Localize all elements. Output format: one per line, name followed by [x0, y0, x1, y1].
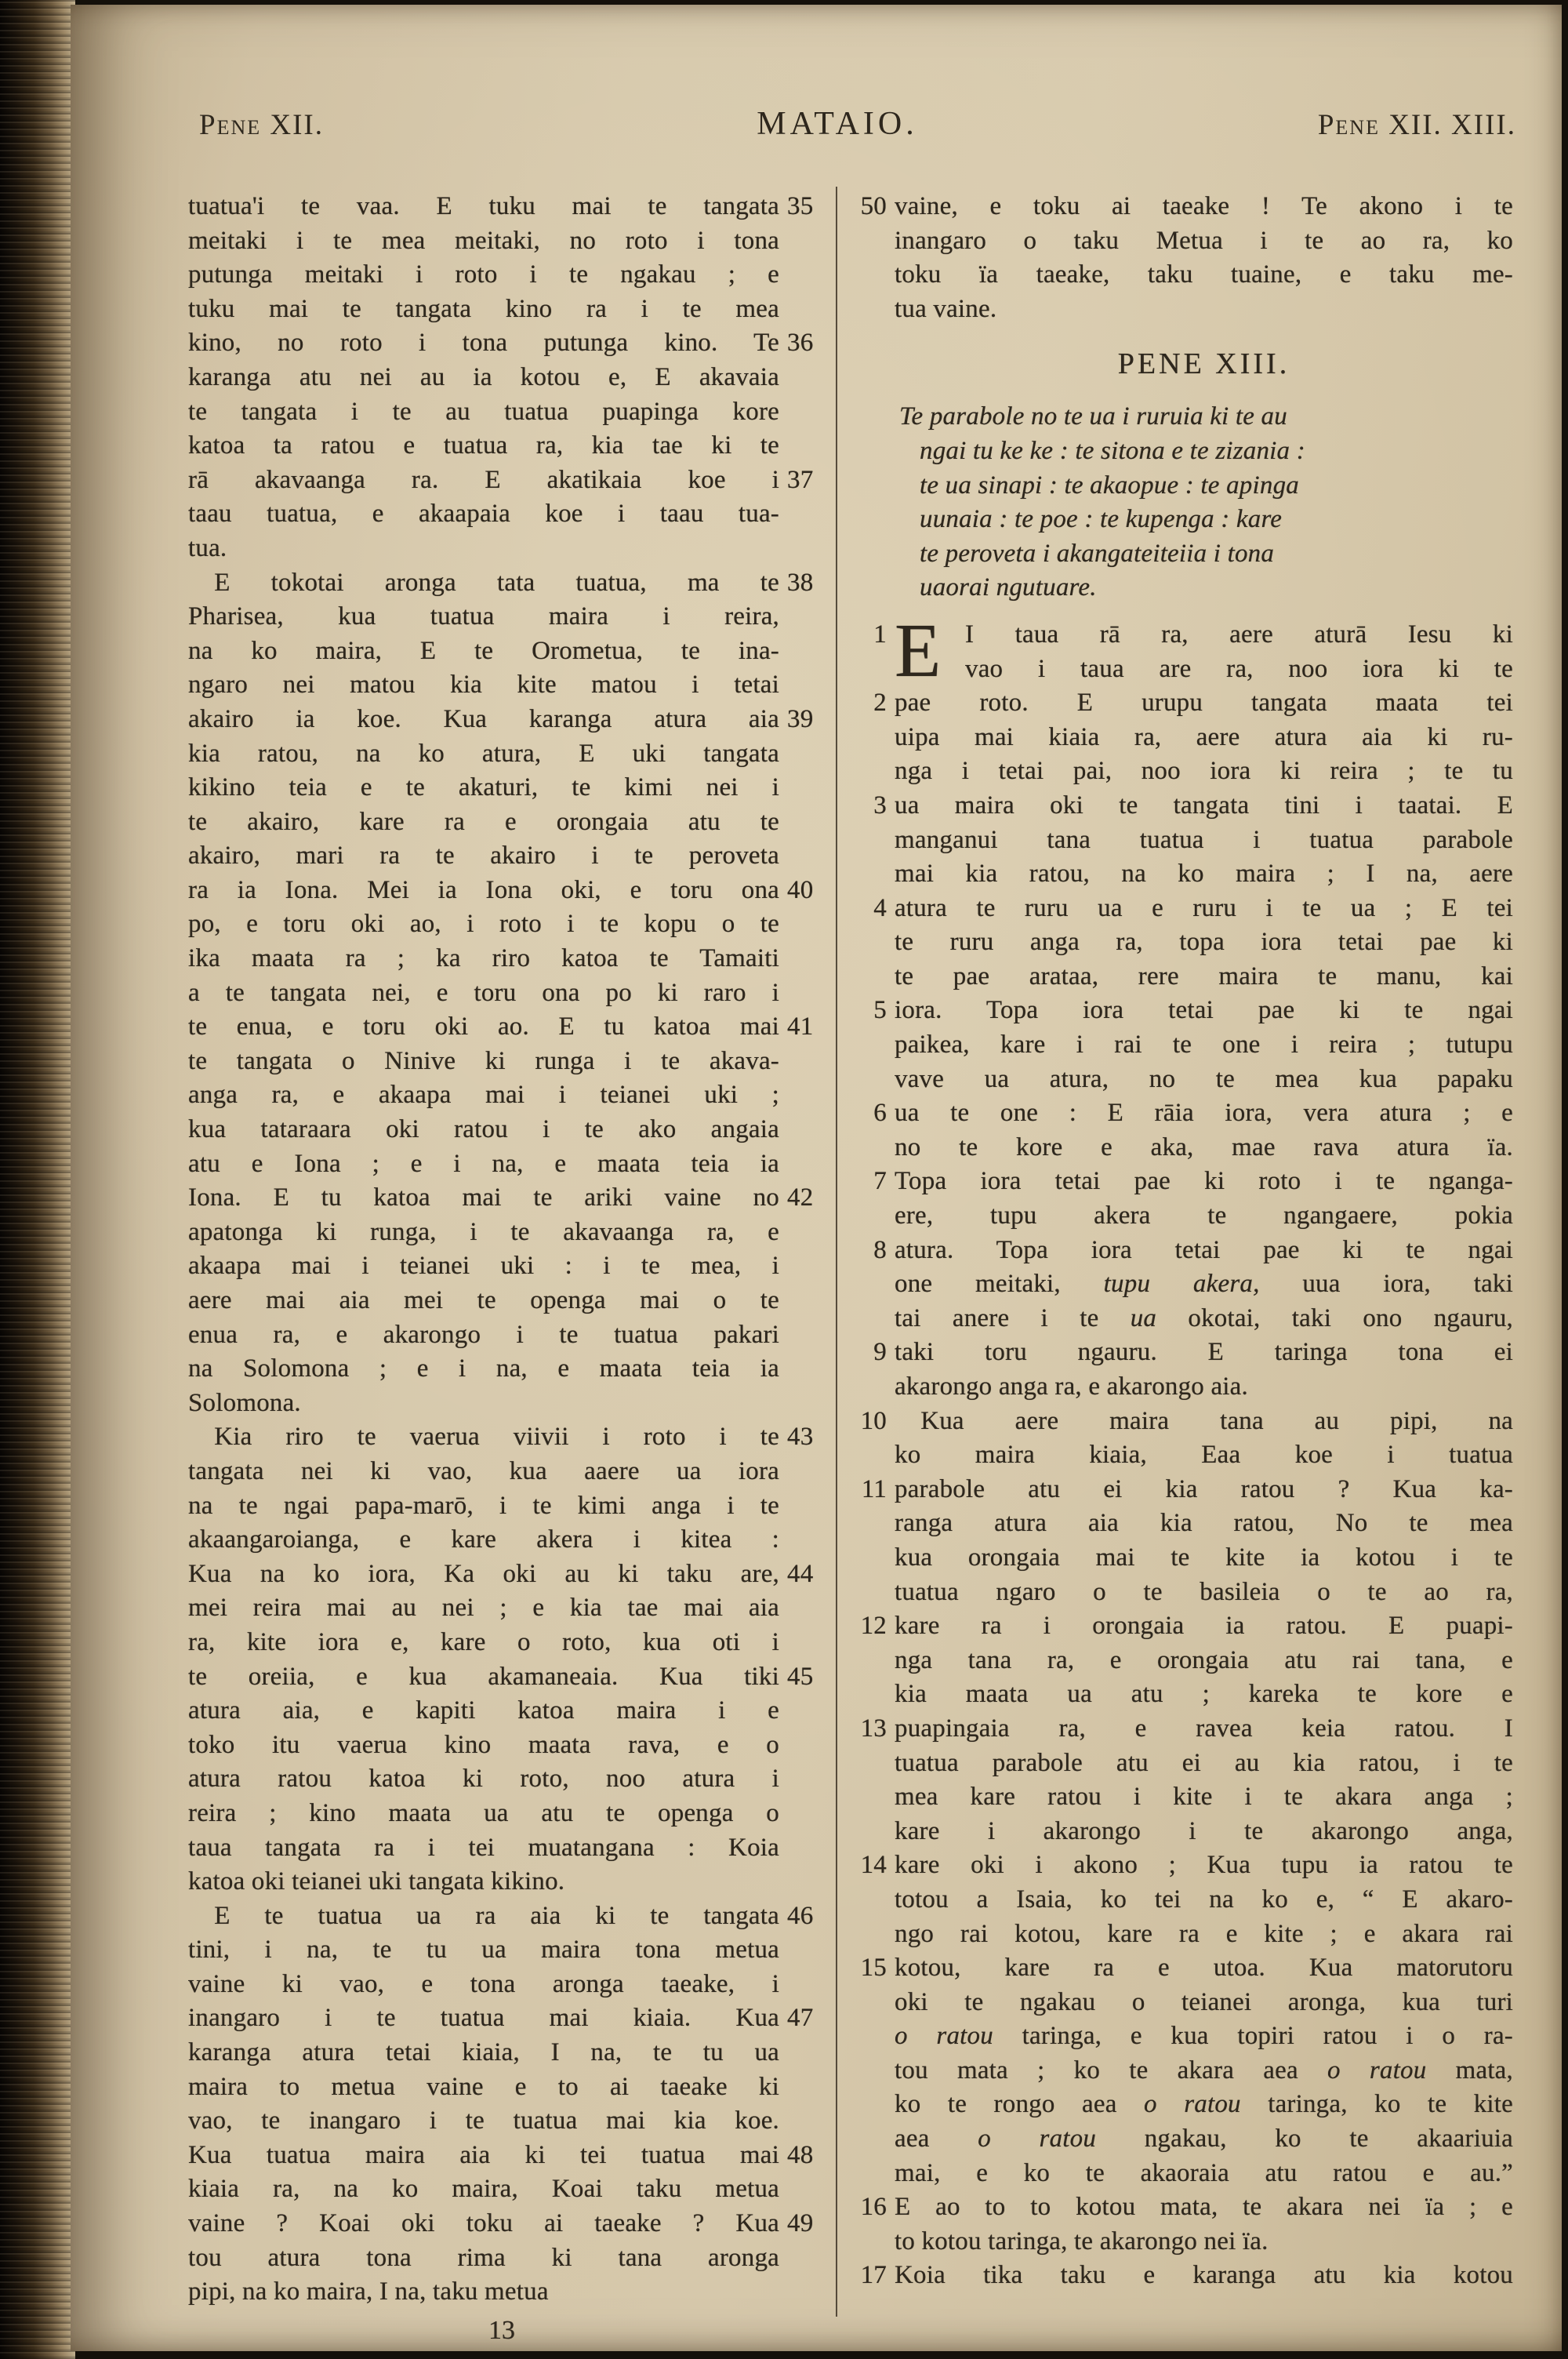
text-line — [188, 190, 815, 224]
page-number: 13 — [488, 2316, 515, 2345]
text-line — [188, 1181, 815, 1216]
text-line — [851, 1096, 1513, 1131]
verse-text: putunga meitaki i roto i te ngakau ; e — [188, 260, 779, 289]
verse-number: 6 — [873, 1099, 887, 1128]
verse-number: 15 — [860, 1954, 887, 1983]
verse-text: vao i taua are ra, noo iora ki te — [965, 654, 1513, 683]
verse-text: kiaia ra, na ko maira, Koai taku metua — [188, 2175, 779, 2204]
verse-text: ko te rongo aea o ratou taringa, ko te kite — [895, 2090, 1513, 2119]
text-line — [188, 1558, 815, 1592]
text-line — [188, 1728, 815, 1763]
verse-text: apatonga ki runga, i te akavaanga ra, e — [188, 1217, 779, 1246]
verse-text: Te parabole no te ua i ruruia ki te au — [899, 402, 1287, 431]
text-line — [851, 2157, 1513, 2191]
text-line — [188, 805, 815, 840]
text-line — [851, 1951, 1513, 1986]
verse-number: 43 — [787, 1423, 814, 1452]
verse-text: uipa mai kiaia ra, aere atura aia ki ru- — [895, 722, 1513, 751]
text-line — [188, 634, 815, 669]
verse-number: 45 — [787, 1662, 814, 1691]
text-line — [851, 618, 1513, 652]
text-line — [851, 857, 1513, 892]
text-line — [188, 2275, 815, 2310]
verse-text: ko maira kiaia, Eaa koe i tuatua — [895, 1441, 1513, 1470]
verse-text: pipi, na ko maira, I na, taku metua — [188, 2277, 549, 2306]
text-line — [851, 1473, 1513, 1507]
verse-text: inangaro i te tuatua mai kiaia. Kua — [188, 2004, 779, 2033]
text-line — [188, 293, 815, 327]
text-line — [188, 361, 815, 395]
verse-number: 17 — [860, 2261, 887, 2290]
text-line — [188, 1147, 815, 1182]
text-line — [188, 1216, 815, 1250]
verse-text: ra ia Iona. Mei ia Iona oki, e toru ona — [188, 875, 779, 904]
verse-text: kotou, kare ra e utoa. Kua matorutoru — [895, 1954, 1513, 1983]
text-line — [851, 754, 1513, 789]
text-line — [851, 1986, 1513, 2020]
text-line — [188, 2172, 815, 2207]
verse-text: atura. Topa iora tetai pae ki te ngai — [895, 1235, 1513, 1264]
verse-text: paikea, kare i rai te one i reira ; tutupu — [895, 1030, 1513, 1060]
verse-text: kare oki i akono ; Kua tupu ia ratou te — [895, 1851, 1513, 1880]
drop-cap: E — [895, 608, 942, 692]
verse-number: 5 — [873, 996, 887, 1025]
verse-text: tuatua'i te vaa. E tuku mai te tangata — [188, 192, 779, 220]
verse-text: to kotou taringa, te akarongo nei ïa. — [895, 2226, 1269, 2255]
verse-text: manganui tana tuatua i tuatua parabole — [895, 825, 1513, 854]
verse-number: 12 — [860, 1612, 887, 1641]
text-line — [851, 1131, 1513, 1165]
verse-text: E te tuatua ua ra aia ki te tangata — [188, 1901, 779, 1930]
text-line — [188, 874, 815, 908]
verse-text: parabole atu ei kia ratou ? Kua ka- — [895, 1474, 1513, 1503]
verse-text: taua tangata ra i tei muatangana : Koia — [188, 1833, 779, 1862]
verse-text: totou a Isaia, ko tei na ko e, “ E akaro- — [895, 1885, 1513, 1914]
text-line — [188, 2070, 815, 2105]
verse-text: a te tangata nei, e toru ona po ki raro i — [188, 978, 779, 1007]
text-line — [188, 1078, 815, 1113]
verse-text: atura aia, e kapiti katoa maira i e — [188, 1696, 779, 1725]
verse-text: tai anere i te ua okotai, taki ono ngauru, — [895, 1303, 1513, 1332]
text-line — [188, 1045, 815, 1079]
verse-text: inangaro o taku Metua i te ao ra, ko — [895, 226, 1513, 255]
text-line — [188, 703, 815, 737]
verse-text: vaine ? Koai oki toku ai taeake ? Kua — [188, 2209, 779, 2238]
text-line — [851, 469, 1513, 503]
text-line — [851, 1609, 1513, 1644]
text-line — [851, 571, 1513, 605]
text-line — [851, 1780, 1513, 1815]
verse-text: oki te ngakau o teianei aronga, kua turi — [895, 1987, 1513, 2016]
text-line — [188, 1865, 815, 1899]
text-line — [851, 1063, 1513, 1097]
verse-text: ua maira oki te tangata tini i taatai. E — [895, 791, 1513, 820]
column-divider — [836, 187, 837, 2317]
running-header-left: Pene XII. — [199, 109, 324, 141]
verse-text: Topa iora tetai pae ki roto i te nganga- — [895, 1167, 1513, 1196]
verse-text: maira to metua vaine e to ai taeake ki — [188, 2072, 779, 2101]
text-line — [851, 1507, 1513, 1541]
verse-text: nga tana ra, e orongaia atu rai tana, e — [895, 1645, 1513, 1674]
text-line — [851, 503, 1513, 537]
verse-text: te pae arataa, rere maira te manu, kai — [895, 961, 1513, 990]
text-line — [851, 224, 1513, 259]
text-line — [188, 429, 815, 463]
text-line — [188, 258, 815, 293]
text-line — [188, 1010, 815, 1045]
text-line — [188, 1420, 815, 1455]
verse-text: ranga atura aia kia ratou, No te mea — [895, 1509, 1513, 1538]
text-line — [851, 1370, 1513, 1405]
text-line — [851, 2054, 1513, 2088]
text-line — [188, 1762, 815, 1797]
verse-text: Kua tuatua maira aia ki tei tuatua mai — [188, 2140, 779, 2169]
verse-text: atu e Iona ; e i na, e maata teia ia — [188, 1149, 779, 1178]
verse-number: 36 — [787, 329, 814, 358]
verse-text: te tangata i te au tuatua puapinga kore — [188, 397, 779, 426]
verse-text: vaine, e toku ai taeake ! Te akono i te — [895, 192, 1513, 220]
verse-text: o ratou taringa, e kua topiri ratou i o ra- — [895, 2022, 1513, 2051]
verse-text: ere, tupu akera te ngangaere, pokia — [895, 1201, 1513, 1230]
verse-text: taau tuatua, e akaapaia koe i taau tua- — [188, 500, 779, 529]
verse-number: 11 — [861, 1474, 887, 1503]
verse-text: akairo, mari ra te akairo i te peroveta — [188, 841, 779, 871]
verse-text: vaine ki vao, e tona aronga taeake, i — [188, 1969, 779, 1998]
verse-number: 37 — [787, 465, 814, 494]
verse-text: katoa oki teianei uki tangata kikino. — [188, 1867, 565, 1896]
verse-text: te enua, e toru oki ao. E tu katoa mai — [188, 1012, 779, 1041]
text-line — [851, 1336, 1513, 1370]
right-body-lines — [851, 608, 1513, 2293]
text-line — [188, 2036, 815, 2070]
verse-number: 47 — [787, 2004, 814, 2033]
running-header — [188, 108, 1521, 149]
verse-text: iora. Topa iora tetai pae ki te ngai — [895, 996, 1513, 1025]
text-line — [188, 1694, 815, 1728]
verse-text: vao, te inangaro i te tuatua mai kia koe. — [188, 2106, 779, 2135]
text-line — [188, 1591, 815, 1626]
verse-text: E ao to to kotou mata, te akara nei ïa ; e — [895, 2193, 1513, 2222]
verse-text: na te ngai papa-marō, i te kimi anga i te — [188, 1491, 779, 1520]
text-line — [851, 823, 1513, 858]
text-line — [188, 600, 815, 634]
text-line — [851, 1917, 1513, 1952]
verse-number: 13 — [860, 1714, 887, 1743]
verse-number: 44 — [787, 1559, 814, 1588]
text-line — [851, 1438, 1513, 1473]
text-line — [851, 1405, 1513, 1439]
text-line — [188, 1899, 815, 1934]
verse-text: kino, no roto i tona putunga kino. Te — [188, 329, 779, 358]
verse-text: taki toru ngauru. E taringa tona ei — [895, 1338, 1513, 1367]
text-line — [851, 1644, 1513, 1678]
text-line — [188, 1318, 815, 1353]
text-line — [851, 1234, 1513, 1268]
verse-text: kare ra i orongaia ia ratou. E puapi- — [895, 1612, 1513, 1641]
verse-text: enua ra, e akarongo i te tuatua pakari — [188, 1320, 779, 1349]
left-column — [188, 190, 815, 2310]
verse-number: 46 — [787, 1901, 814, 1930]
text-line — [188, 1387, 815, 1421]
verse-text: tua. — [188, 533, 227, 562]
verse-number: 41 — [787, 1012, 814, 1041]
text-line — [188, 668, 815, 703]
verse-text: tua vaine. — [895, 294, 997, 323]
text-line — [851, 1848, 1513, 1883]
right-intro-lines — [851, 190, 1513, 326]
right-column — [851, 190, 1513, 2293]
text-line — [851, 1028, 1513, 1063]
text-line — [851, 892, 1513, 926]
verse-number: 40 — [787, 875, 814, 904]
text-line — [851, 2225, 1513, 2259]
verse-text: tuatua parabole atu ei au kia ratou, i te — [895, 1748, 1513, 1777]
running-header-right: Pene XII. XIII. — [1317, 109, 1516, 141]
text-line — [851, 789, 1513, 823]
verse-text: ua te one : E rāia iora, vera atura ; e — [895, 1099, 1513, 1128]
verse-number: 48 — [787, 2140, 814, 2169]
text-line — [851, 721, 1513, 755]
text-line — [851, 258, 1513, 293]
book-page — [71, 5, 1562, 2351]
verse-text: E tokotai aronga tata tuatua, ma te — [188, 568, 779, 597]
text-line — [851, 434, 1513, 469]
verse-text: te peroveta i akangateiteiia i tona — [920, 539, 1275, 568]
verse-text: no te kore e aka, mae rava atura ïa. — [895, 1132, 1513, 1161]
left-column-lines — [188, 190, 815, 2310]
verse-text: Kua na ko iora, Ka oki au ki taku are, — [188, 1559, 779, 1588]
verse-text: tou atura tona rima ki tana aronga — [188, 2243, 779, 2272]
text-line — [188, 1968, 815, 2002]
text-line — [851, 1677, 1513, 1712]
verse-text: kua orongaia mai te kite ia kotou i te — [895, 1543, 1513, 1572]
text-line — [851, 293, 1513, 327]
verse-text: kia maata ua atu ; kareka te kore e — [895, 1680, 1513, 1709]
verse-text: Kua aere maira tana au pipi, na — [895, 1406, 1513, 1435]
verse-text: te ua sinapi : te akaopue : te apinga — [920, 471, 1299, 500]
verse-number: 8 — [873, 1235, 887, 1264]
verse-text: kua tataraara oki ratou i te ako angaia — [188, 1115, 779, 1144]
verse-text: nga i tetai pai, noo iora ki reira ; te tu — [895, 757, 1513, 786]
verse-text: one meitaki, tupu akera, uua iora, taki — [895, 1270, 1513, 1299]
text-line — [851, 960, 1513, 994]
verse-text: na ko maira, E te Orometua, te ina- — [188, 636, 779, 665]
verse-text: karanga atura tetai kiaia, I na, te tu ua — [188, 2038, 779, 2067]
verse-number: 3 — [873, 791, 887, 820]
verse-text: Iona. E tu katoa mai te ariki vaine no — [188, 1183, 779, 1212]
verse-number: 39 — [787, 704, 814, 733]
verse-text: katoa ta ratou e tuatua ra, kia tae ki te — [188, 431, 779, 460]
text-line — [188, 224, 815, 259]
verse-text: ika maata ra ; ka riro katoa te Tamaiti — [188, 944, 779, 973]
verse-text: mei reira mai au nei ; e kia tae mai aia — [188, 1594, 779, 1623]
text-line — [188, 1933, 815, 1968]
verse-text: reira ; kino maata ua atu te openga o — [188, 1798, 779, 1827]
verse-text: vave ua atura, no te mea kua papaku — [895, 1064, 1513, 1093]
text-line — [851, 2088, 1513, 2122]
text-line — [188, 463, 815, 498]
text-line — [851, 994, 1513, 1028]
text-line — [851, 2259, 1513, 2293]
verse-number: 7 — [873, 1167, 887, 1196]
verse-number: 4 — [873, 893, 887, 922]
verse-text: tuku mai te tangata kino ra i te mea — [188, 294, 779, 323]
text-line — [188, 771, 815, 805]
text-line — [851, 2019, 1513, 2054]
verse-number: 9 — [873, 1338, 887, 1367]
text-line — [188, 2241, 815, 2276]
verse-text: akarongo anga ra, e akarongo aia. — [895, 1372, 1248, 1401]
verse-text: ngaro nei matou kia kite matou i tetai — [188, 671, 779, 700]
verse-text: aea o ratou ngakau, ko te akaariuia — [895, 2125, 1513, 2154]
verse-text: atura te ruru ua e ruru i te ua ; E tei — [895, 893, 1513, 922]
text-line — [188, 326, 815, 361]
verse-number: 1 — [873, 620, 887, 649]
verse-number: 42 — [787, 1183, 814, 1212]
verse-text: na Solomona ; e i na, e maata teia ia — [188, 1354, 779, 1383]
verse-text: mea kare ratou i kite i te akara anga ; — [895, 1783, 1513, 1812]
page-content — [188, 108, 1521, 2359]
text-line — [188, 2139, 815, 2173]
text-line — [851, 925, 1513, 960]
text-line — [188, 2207, 815, 2241]
verse-number: 49 — [787, 2209, 814, 2238]
text-line — [188, 1831, 815, 1866]
text-line — [188, 1455, 815, 1489]
text-line — [188, 907, 815, 942]
verse-number: 50 — [860, 192, 887, 220]
text-line — [851, 1541, 1513, 1576]
verse-text: mai kia ratou, na ko maira ; I na, aere — [895, 860, 1513, 889]
verse-text: Solomona. — [188, 1388, 301, 1417]
verse-text: po, e toru oki ao, i roto i te kopu o te — [188, 910, 779, 939]
text-line — [851, 1747, 1513, 1781]
text-line — [188, 532, 815, 566]
text-line — [188, 1660, 815, 1695]
verse-text: puapingaia ra, e ravea keia ratou. I — [895, 1714, 1513, 1743]
text-line — [188, 737, 815, 772]
verse-text: toko itu vaerua kino maata rava, e o — [188, 1730, 779, 1759]
text-line — [188, 1489, 815, 1524]
verse-text: ngai tu ke ke : te sitona e te zizania : — [920, 436, 1305, 465]
text-line — [851, 1267, 1513, 1302]
text-line — [851, 400, 1513, 434]
page-edges-texture — [0, 0, 75, 2359]
verse-number: 16 — [860, 2193, 887, 2222]
text-line — [188, 566, 815, 601]
text-line — [851, 1883, 1513, 1917]
text-line — [851, 1576, 1513, 1610]
verse-text: kia ratou, na ko atura, E uki tangata — [188, 739, 779, 768]
text-line — [851, 1165, 1513, 1199]
verse-text: te oreiia, e kua akamaneaia. Kua tiki — [188, 1662, 779, 1691]
text-line — [188, 1523, 815, 1558]
verse-text: karanga atu nei au ia kotou e, E akavaia — [188, 362, 779, 391]
text-line — [851, 537, 1513, 572]
text-line — [188, 1797, 815, 1831]
text-line — [188, 1284, 815, 1318]
text-line — [188, 2001, 815, 2036]
verse-text: meitaki i te mea meitaki, no roto i tona — [188, 226, 779, 255]
text-line — [188, 1113, 815, 1147]
verse-text: I taua rā ra, aere aturā Iesu ki — [965, 620, 1513, 649]
verse-text: ra, kite iora e, kare o roto, kua oti i — [188, 1627, 779, 1656]
verse-text: akairo ia koe. Kua karanga atura aia — [188, 704, 779, 733]
verse-text: atura ratou katoa ki roto, noo atura i — [188, 1765, 779, 1794]
text-line — [851, 686, 1513, 721]
verse-text: mai, e ko te akaoraia atu ratou e au.” — [895, 2158, 1513, 2187]
text-line — [851, 1302, 1513, 1336]
verse-text: tou mata ; ko te akara aea o ratou mata, — [895, 2055, 1513, 2085]
running-header-title: MATAIO. — [757, 106, 918, 142]
text-line — [851, 1199, 1513, 1234]
verse-number: 2 — [873, 689, 887, 718]
verse-text: Pharisea, kua tuatua maira i reira, — [188, 602, 779, 631]
text-line — [851, 1712, 1513, 1747]
verse-text: uaorai ngutuare. — [920, 573, 1097, 602]
chapter-summary — [851, 400, 1513, 605]
verse-number: 10 — [860, 1406, 887, 1435]
verse-text: pae roto. E urupu tangata maata tei — [895, 689, 1513, 718]
text-line — [851, 1815, 1513, 1849]
verse-text: rā akavaanga ra. E akatikaia koe i — [188, 465, 779, 494]
text-line — [851, 2122, 1513, 2157]
text-line — [188, 839, 815, 874]
verse-text: tangata nei ki vao, kua aaere ua iora — [188, 1456, 779, 1485]
text-line — [851, 652, 1513, 687]
verse-text: akaangaroianga, e kare akera i kitea : — [188, 1525, 779, 1554]
text-line — [851, 190, 1513, 224]
chapter-heading: PENE XIII. — [1117, 347, 1290, 381]
verse-text: kikino teia e te akaturi, te kimi nei i — [188, 773, 779, 802]
verse-text: toku ïa taeake, taku tuaine, e taku me- — [895, 260, 1513, 289]
verse-text: tini, i na, te tu ua maira tona metua — [188, 1936, 779, 1965]
verse-text: akaapa mai i teianei uki : i te mea, i — [188, 1252, 779, 1281]
verse-text: te tangata o Ninive ki runga i te akava- — [188, 1046, 779, 1075]
text-line — [188, 1249, 815, 1284]
verse-number: 14 — [860, 1851, 887, 1880]
verse-text: te akairo, kare ra e orongaia atu te — [188, 807, 779, 836]
text-line — [188, 395, 815, 430]
verse-number: 35 — [787, 192, 814, 220]
verse-number: 38 — [787, 568, 814, 597]
text-line — [188, 2104, 815, 2139]
verse-text: aere mai aia mei te openga mai o te — [188, 1286, 779, 1314]
verse-text: te ruru anga ra, topa iora tetai pae ki — [895, 928, 1513, 957]
text-line — [188, 942, 815, 976]
verse-text: anga ra, e akaapa mai i teianei uki ; — [188, 1081, 779, 1110]
text-line — [851, 2190, 1513, 2225]
text-line — [188, 497, 815, 532]
verse-text: ngo rai kotou, kare ra e kite ; e akara rai — [895, 1919, 1513, 1948]
verse-text: Kia riro te vaerua viivii i roto i te — [188, 1423, 779, 1452]
verse-text: kare i akarongo i te akarongo anga, — [895, 1816, 1513, 1845]
text-line — [188, 1626, 815, 1660]
verse-text: tuatua ngaro o te basileia o te ao ra, — [895, 1577, 1513, 1606]
text-line — [188, 976, 815, 1011]
text-line — [188, 1352, 815, 1387]
verse-text: Koia tika taku e karanga atu kia kotou — [895, 2261, 1513, 2290]
verse-text: uunaia : te poe : te kupenga : kare — [920, 505, 1283, 534]
